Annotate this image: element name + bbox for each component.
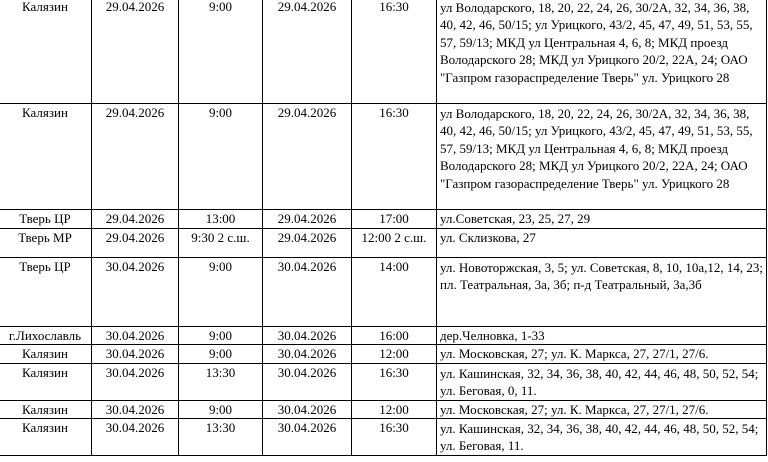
table-row xyxy=(0,400,767,418)
table-row xyxy=(0,258,767,327)
start-time-cell: 9:30 2 с.ш. xyxy=(179,229,263,258)
start-time-cell: 9:00 xyxy=(179,345,263,363)
addresses-cell: ул. Новоторжская, 3, 5; ул. Советская, 8, 10, 10а,12, 14, 23; пл. Театральная, 3а, 3б; п-д Театральный, 3а,3б xyxy=(437,258,767,327)
start-time-cell: 13:00 xyxy=(179,210,263,229)
start-date-cell: 30.04.2026 xyxy=(92,400,179,418)
end-time-cell: 16:30 xyxy=(352,0,437,104)
end-date-cell: 30.04.2026 xyxy=(263,363,352,400)
start-date-cell: 29.04.2026 xyxy=(92,210,179,229)
district-cell: Калязин xyxy=(0,363,92,400)
start-time-cell: 9:00 xyxy=(179,0,263,104)
start-date-cell: 30.04.2026 xyxy=(92,419,179,456)
district-cell: Калязин xyxy=(0,419,92,456)
district-cell: Калязин xyxy=(0,0,92,104)
addresses-cell: ул Володарского, 18, 20, 22, 24, 26, 30/2А, 32, 34, 36, 38, 40, 42, 46, 50/15; ул Урицкого, 43/2, 45, 47, 49, 51, 53, 55, 57, 59/13; МКД ул Центральная 4, 6, 8; МКД проезд Володарского 28; МКД ул Урицкого 20/2, 22А, 24; ОАО "Газпром газораспределение Тверь" ул. Урицкого 28 xyxy=(437,0,767,104)
district-cell: Калязин xyxy=(0,345,92,363)
end-time-cell: 16:30 xyxy=(352,419,437,456)
end-time-cell: 16:30 xyxy=(352,104,437,210)
district-cell: Калязин xyxy=(0,104,92,210)
addresses-cell: дер.Челновка, 1-33 xyxy=(437,327,767,345)
end-date-cell: 30.04.2026 xyxy=(263,345,352,363)
addresses-cell: ул.Советская, 23, 25, 27, 29 xyxy=(437,210,767,229)
end-date-cell: 29.04.2026 xyxy=(263,104,352,210)
start-time-cell: 9:00 xyxy=(179,258,263,327)
addresses-cell: ул. Кашинская, 32, 34, 36, 38, 40, 42, 44, 46, 48, 50, 52, 54; ул. Беговая, 11. xyxy=(437,419,767,456)
addresses-cell: ул Володарского, 18, 20, 22, 24, 26, 30/2А, 32, 34, 36, 38, 40, 42, 46, 50/15; ул Урицкого, 43/2, 45, 47, 49, 51, 53, 55, 57, 59/13; МКД ул Центральная 4, 6, 8; МКД проезд Володарского 28; МКД ул Урицкого 20/2, 22А, 24; ОАО "Газпром газораспределение Тверь" ул. Урицкого 28 xyxy=(437,104,767,210)
start-date-cell: 30.04.2026 xyxy=(92,327,179,345)
start-date-cell: 30.04.2026 xyxy=(92,345,179,363)
end-date-cell: 30.04.2026 xyxy=(263,327,352,345)
end-time-cell: 16:30 xyxy=(352,363,437,400)
start-time-cell: 9:00 xyxy=(179,327,263,345)
district-cell: Калязин xyxy=(0,400,92,418)
end-time-cell: 14:00 xyxy=(352,258,437,327)
table-row xyxy=(0,210,767,229)
table-row xyxy=(0,104,767,210)
end-time-cell: 12:00 xyxy=(352,400,437,418)
end-time-cell: 12:00 xyxy=(352,345,437,363)
district-cell: г.Лихославль xyxy=(0,327,92,345)
end-date-cell: 30.04.2026 xyxy=(263,258,352,327)
start-date-cell: 30.04.2026 xyxy=(92,258,179,327)
table-row xyxy=(0,229,767,258)
addresses-cell: ул. Кашинская, 32, 34, 36, 38, 40, 42, 44, 46, 48, 50, 52, 54; ул. Беговая, 0, 11. xyxy=(437,363,767,400)
start-date-cell: 29.04.2026 xyxy=(92,0,179,104)
addresses-cell: ул. Московская, 27; ул. К. Маркса, 27, 27/1, 27/6. xyxy=(437,345,767,363)
district-cell: Тверь ЦР xyxy=(0,210,92,229)
start-time-cell: 13:30 xyxy=(179,363,263,400)
start-date-cell: 29.04.2026 xyxy=(92,229,179,258)
start-time-cell: 13:30 xyxy=(179,419,263,456)
start-time-cell: 9:00 xyxy=(179,104,263,210)
table-row xyxy=(0,345,767,363)
start-date-cell: 29.04.2026 xyxy=(92,104,179,210)
start-time-cell: 9:00 xyxy=(179,400,263,418)
district-cell: Тверь ЦР xyxy=(0,258,92,327)
end-time-cell: 17:00 xyxy=(352,210,437,229)
addresses-cell: ул. Московская, 27; ул. К. Маркса, 27, 27/1, 27/6. xyxy=(437,400,767,418)
table-row xyxy=(0,0,767,104)
start-date-cell: 30.04.2026 xyxy=(92,363,179,400)
addresses-cell: ул. Склизкова, 27 xyxy=(437,229,767,258)
end-date-cell: 29.04.2026 xyxy=(263,0,352,104)
end-date-cell: 29.04.2026 xyxy=(263,210,352,229)
end-time-cell: 16:00 xyxy=(352,327,437,345)
end-date-cell: 30.04.2026 xyxy=(263,400,352,418)
end-time-cell: 12:00 2 с.ш. xyxy=(352,229,437,258)
end-date-cell: 29.04.2026 xyxy=(263,229,352,258)
table-row xyxy=(0,327,767,345)
end-date-cell: 30.04.2026 xyxy=(263,419,352,456)
district-cell: Тверь МР xyxy=(0,229,92,258)
table-row xyxy=(0,363,767,400)
table-row xyxy=(0,419,767,456)
